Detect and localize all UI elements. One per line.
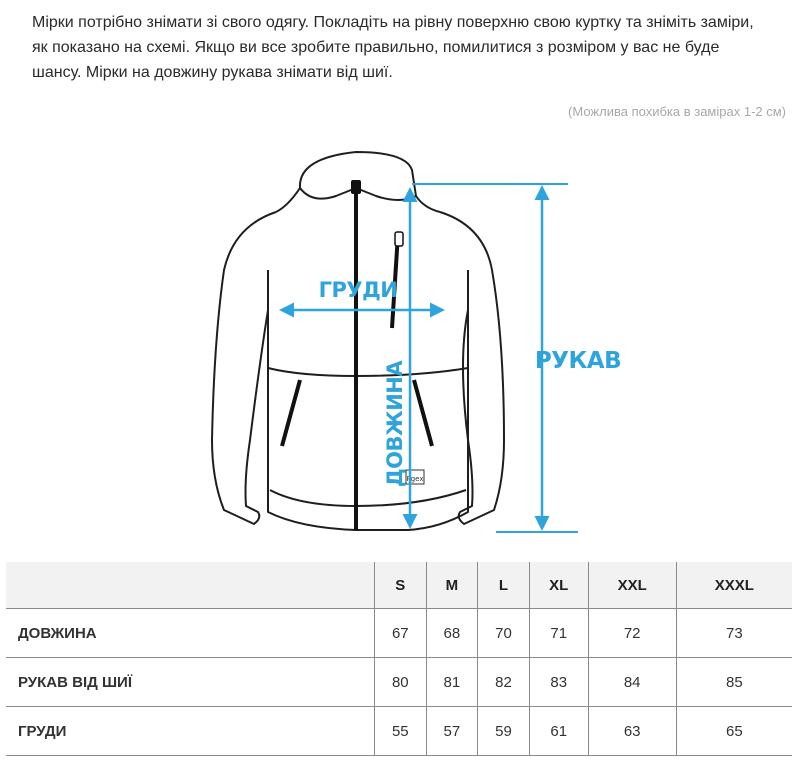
table-cell: 71 <box>529 609 588 658</box>
table-cell: 81 <box>426 658 478 707</box>
table-cell: 65 <box>676 707 792 756</box>
table-cell: 68 <box>426 609 478 658</box>
table-cell: 70 <box>478 609 530 658</box>
jacket-diagram <box>0 140 800 550</box>
size-header-cell: L <box>478 562 530 609</box>
tag-text: Pgex <box>406 475 424 483</box>
table-cell: 67 <box>375 609 427 658</box>
table-row <box>6 609 792 658</box>
chest-label: ГРУДИ <box>318 278 398 302</box>
row-label: ДОВЖИНА <box>6 609 375 658</box>
zipper-pull <box>351 180 361 194</box>
length-label: ДОВЖИНА <box>383 360 407 488</box>
table-cell: 82 <box>478 658 530 707</box>
size-header-cell: XXL <box>588 562 676 609</box>
table-cell: 72 <box>588 609 676 658</box>
measurement-note: (Можлива похибка в замірах 1-2 см) <box>568 104 786 119</box>
table-cell: 84 <box>588 658 676 707</box>
size-header-cell: S <box>375 562 427 609</box>
sleeve-label: РУКАВ <box>534 348 622 374</box>
table-cell: 85 <box>676 658 792 707</box>
table-cell: 61 <box>529 707 588 756</box>
table-cell: 83 <box>529 658 588 707</box>
intro-text: Мірки потрібно знімати зі свого одягу. Покладіть на рівну поверхню свою куртку та зніміть заміри, як показано на схемі. Якщо ви все зробите правильно, помилитися з розміром у вас не буде шансу. Мірки на довжину рукава знімати від шиї. <box>32 14 754 81</box>
jacket-left-sleeve <box>212 212 276 524</box>
row-label: РУКАВ ВІД ШИЇ <box>6 658 375 707</box>
size-table <box>6 562 792 756</box>
table-cell: 73 <box>676 609 792 658</box>
table-row <box>6 707 792 756</box>
size-header-cell: XL <box>529 562 588 609</box>
table-row <box>6 658 792 707</box>
size-header-cell: XXXL <box>676 562 792 609</box>
jacket-yoke <box>268 368 468 376</box>
size-header-corner <box>6 562 375 609</box>
table-cell: 55 <box>375 707 427 756</box>
right-pocket <box>414 380 432 446</box>
table-cell: 57 <box>426 707 478 756</box>
left-pocket <box>282 380 300 446</box>
jacket-right-sleeve <box>440 212 504 524</box>
table-cell: 80 <box>375 658 427 707</box>
row-label: ГРУДИ <box>6 707 375 756</box>
size-header-cell: M <box>426 562 478 609</box>
table-cell: 59 <box>478 707 530 756</box>
table-cell: 63 <box>588 707 676 756</box>
size-header-row <box>6 562 792 609</box>
